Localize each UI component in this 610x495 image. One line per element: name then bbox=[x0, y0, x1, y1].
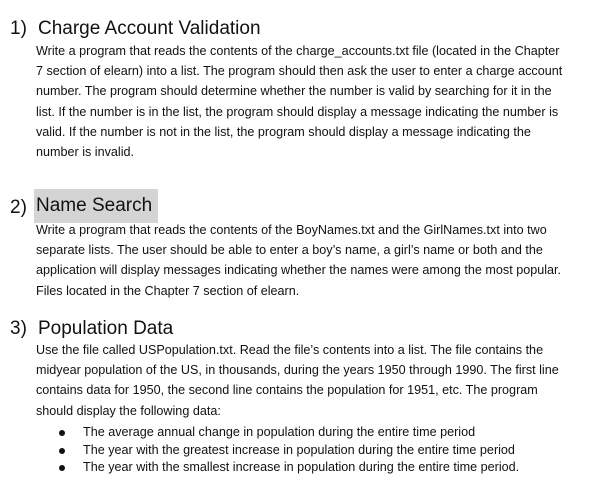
description-line: midyear population of the US, in thousands, during the years 1950 through 1990. The first line bbox=[36, 363, 559, 378]
section-charge-account-validation bbox=[0, 16, 610, 160]
description-line: contains data for 1950, the second line contains the population for 1951, etc. The program bbox=[36, 383, 538, 398]
list-item-text: The average annual change in population during the entire time period bbox=[83, 425, 476, 439]
section-description bbox=[36, 220, 606, 301]
section-heading bbox=[0, 195, 610, 223]
list-item bbox=[0, 442, 610, 460]
list-item-text: The year with the greatest increase in population during the entire time period bbox=[83, 442, 515, 457]
section-title: Charge Account Validation bbox=[38, 18, 261, 39]
section-number: 2) bbox=[10, 197, 27, 218]
bullet-icon bbox=[59, 465, 65, 471]
description-line: should display the following data: bbox=[36, 403, 221, 418]
list-item bbox=[0, 459, 610, 477]
section-title-selected[interactable]: Name Search bbox=[34, 189, 158, 223]
description-line: valid. If the number is not in the list, the program should display a message indicating the bbox=[36, 124, 531, 139]
section-name-search bbox=[0, 195, 610, 298]
description-line: number. The program should determine whether the number is valid by searching for it in the bbox=[36, 84, 552, 99]
description-line: application will display messages indicating whether the names were among the most popular. bbox=[36, 263, 562, 278]
section-description bbox=[36, 340, 606, 421]
description-line: Write a program that reads the contents of the charge_accounts.txt file (located in the Chapter bbox=[36, 44, 560, 58]
description-line: Use the file called USPopulation.txt. Read the file’s contents into a list. The file contains the bbox=[36, 343, 544, 357]
bullet-list bbox=[0, 424, 610, 477]
bullet-icon bbox=[59, 430, 65, 436]
section-heading bbox=[0, 16, 610, 44]
description-line: Write a program that reads the contents of the BoyNames.txt and the GirlNames.txt into two bbox=[36, 223, 547, 237]
list-item-text: The year with the smallest increase in population during the entire time period. bbox=[83, 460, 520, 474]
section-description bbox=[36, 41, 606, 162]
bullet-icon bbox=[59, 448, 65, 454]
description-line: list. If the number is in the list, the program should display a message indicating the number is bbox=[36, 104, 559, 119]
description-line: number is invalid. bbox=[36, 145, 134, 160]
section-number: 3) bbox=[10, 318, 27, 339]
section-title: Population Data bbox=[38, 318, 174, 339]
description-line: separate lists. The user should be able to enter a boy’s name, a girl’s name or both and the bbox=[36, 243, 543, 258]
section-population-data bbox=[0, 316, 610, 474]
section-number: 1) bbox=[10, 18, 27, 39]
description-line: Files located in the Chapter 7 section of elearn. bbox=[36, 283, 300, 298]
list-item bbox=[0, 424, 610, 442]
description-line: 7 section of elearn) into a list. The program should then ask the user to enter a charge account bbox=[36, 64, 563, 79]
